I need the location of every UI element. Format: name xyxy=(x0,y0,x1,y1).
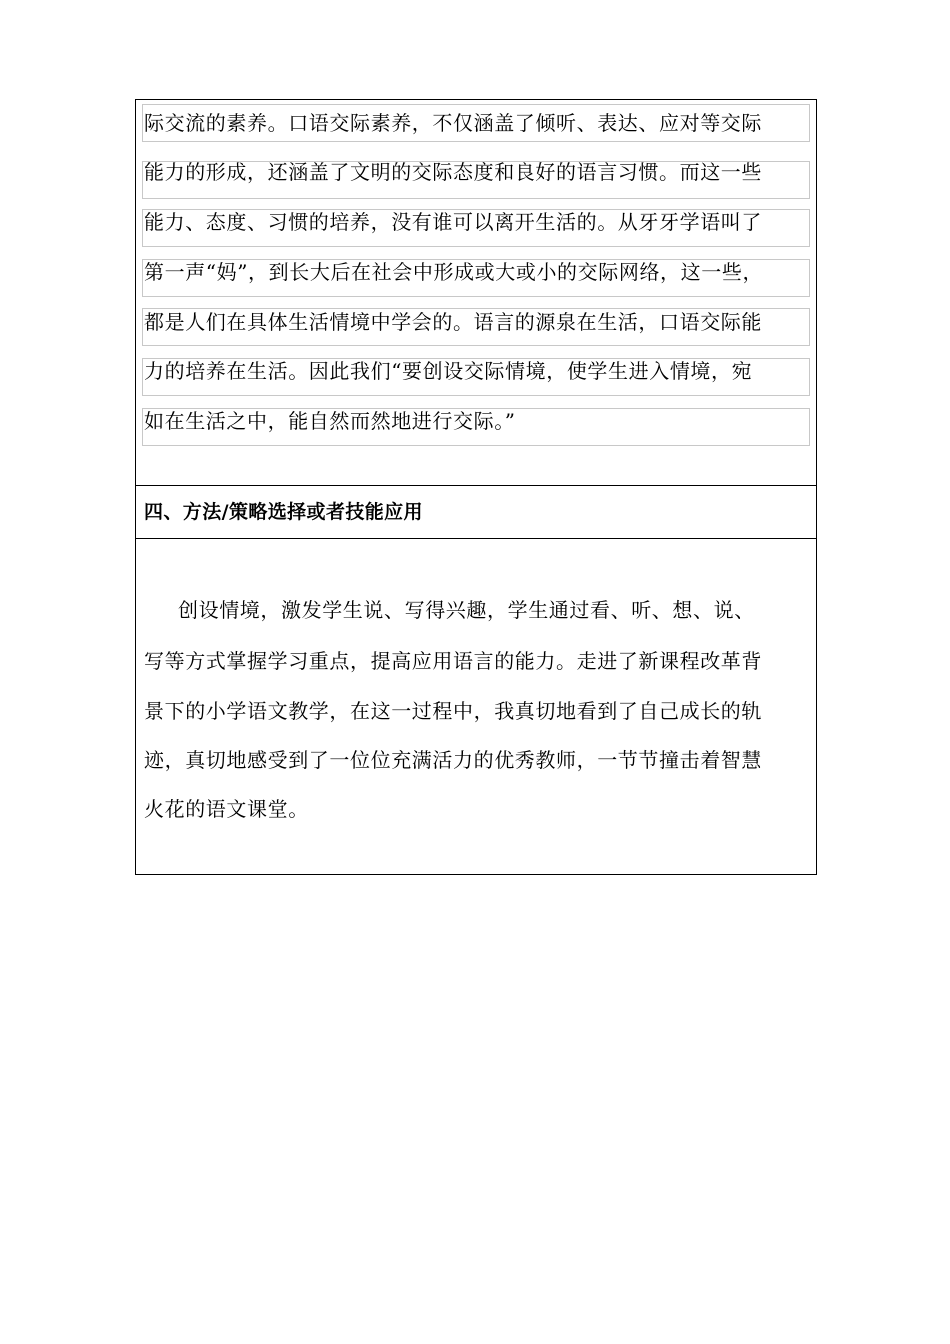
paragraph-line: 如在生活之中，能自然而然地进行交际。” xyxy=(144,409,516,433)
paragraph-line: 力的培养在生活。因此我们“要创设交际情境，使学生进入情境，宛 xyxy=(144,359,753,383)
section-heading: 四、方法/策略选择或者技能应用 xyxy=(144,501,423,523)
paragraph-line: 写等方式掌握学习重点，提高应用语言的能力。走进了新课程改革背 xyxy=(144,649,762,673)
paragraph-line: 迹，真切地感受到了一位位充满活力的优秀教师，一节节撞击着智慧 xyxy=(144,748,762,772)
method-section-content xyxy=(136,539,816,876)
previous-section-content xyxy=(136,100,816,485)
paragraph-line: 创设情境，激发学生说、写得兴趣，学生通过看、听、想、说、 xyxy=(178,598,755,622)
paragraph-line: 能力的形成，还涵盖了文明的交际态度和良好的语言习惯。而这一些 xyxy=(144,160,762,184)
paragraph-line: 都是人们在具体生活情境中学会的。语言的源泉在生活，口语交际能 xyxy=(144,310,762,334)
document-table xyxy=(135,99,817,875)
paragraph-line: 能力、态度、习惯的培养，没有谁可以离开生活的。从牙牙学语叫了 xyxy=(144,210,762,234)
section-heading-row xyxy=(136,485,816,539)
paragraph-line: 景下的小学语文教学，在这一过程中，我真切地看到了自己成长的轨 xyxy=(144,699,762,723)
paragraph-line: 际交流的素养。口语交际素养，不仅涵盖了倾听、表达、应对等交际 xyxy=(144,111,762,135)
paragraph-line: 第一声“妈”，到长大后在社会中形成或大或小的交际网络，这一些， xyxy=(144,260,764,284)
paragraph-line: 火花的语文课堂。 xyxy=(144,797,309,821)
